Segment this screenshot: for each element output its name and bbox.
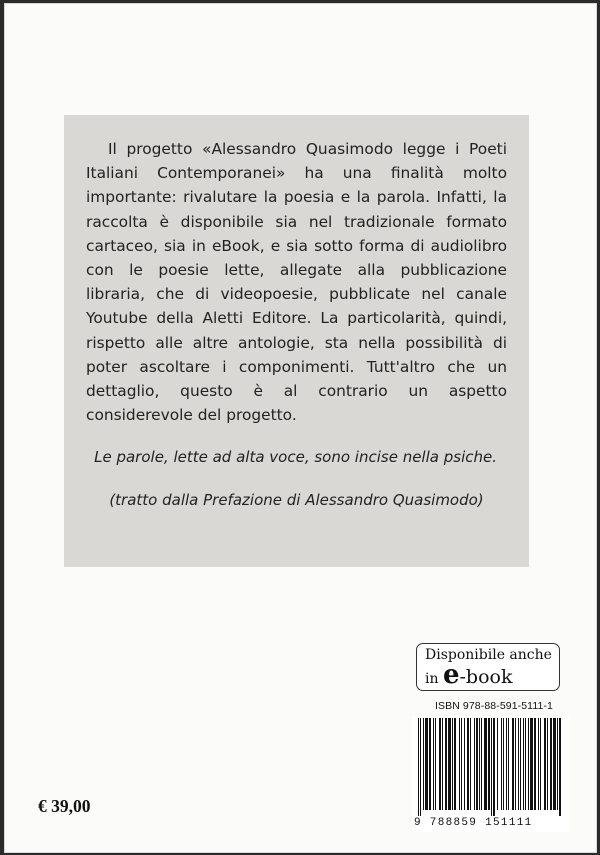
barcode-bar [423, 718, 424, 810]
barcode-bar [488, 718, 490, 810]
barcode-bar [506, 718, 507, 810]
blurb-quote: Le parole, lette ad alta voce, sono incise nella psiche. [94, 448, 497, 467]
barcode-bar [474, 718, 475, 810]
barcode-bar [553, 718, 556, 810]
barcode-bar [481, 718, 482, 810]
barcode-bar [448, 718, 451, 810]
ebook-badge-suffix: -book [459, 666, 513, 688]
barcode-bar [559, 718, 561, 816]
blurb-panel [64, 115, 529, 567]
barcode [412, 716, 570, 832]
barcode-bar [557, 718, 558, 810]
barcode-bar [452, 718, 453, 810]
ebook-badge-prefix: in [425, 671, 439, 687]
barcode-bar [467, 718, 469, 810]
barcode-bar [420, 718, 421, 816]
barcode-bar [491, 718, 492, 816]
barcode-bars [418, 718, 564, 816]
barcode-bar [464, 718, 465, 810]
barcode-bar [525, 718, 526, 810]
barcode-bar [538, 718, 539, 810]
price-label: € 39,00 [38, 796, 91, 816]
barcode-bar [501, 718, 502, 810]
barcode-bar [418, 718, 419, 816]
barcode-bar [442, 718, 443, 810]
barcode-bar [470, 718, 471, 810]
barcode-bar [425, 718, 428, 810]
barcode-bar [459, 718, 460, 810]
barcode-bar [528, 718, 529, 810]
isbn-label: ISBN 978-88-591-5111-1 [435, 700, 553, 712]
barcode-bar [429, 718, 431, 810]
ebook-badge-line2 [425, 660, 553, 690]
ebook-e-letter: e [442, 660, 460, 690]
blurb-paragraph: Il progetto «Alessandro Quasimodo legge i Poeti Italiani Contemporanei» ha una finalità molto importante: rivalutare la poesia e la parola. Infatti, la raccolta è disponibile sia nel tradizionale formato cartaceo, sia in eBook, e sia sotto forma di audiolibro con le poesie lette, allegate alla pubblicazione libraria, che di videopoesie, pubblicate nel canale Youtube della Aletti Editore. La particolarità, quindi, rispetto alle altre antologie, sta nella possibilità di poter ascoltare i componimenti. Tutt'altro che un dettaglio, questo è al contrario un aspetto considerevole del progetto. [86, 140, 507, 425]
book-back-cover [4, 3, 597, 853]
barcode-bar [534, 718, 536, 810]
barcode-bar [547, 718, 548, 810]
barcode-bar [518, 718, 519, 810]
ebook-badge-line1: Disponibile anche [425, 647, 552, 663]
barcode-bar [512, 718, 514, 810]
barcode-bar [544, 718, 546, 810]
ebook-availability-badge [416, 643, 560, 691]
barcode-bar [493, 718, 495, 816]
barcode-bar [454, 718, 456, 810]
barcode-bar [550, 718, 552, 810]
barcode-bar [530, 718, 533, 810]
barcode-bar [497, 718, 498, 810]
barcode-bar [433, 718, 434, 810]
barcode-bar [540, 718, 541, 810]
barcode-bar [520, 718, 521, 810]
barcode-bar [479, 718, 480, 810]
barcode-bar [484, 718, 487, 810]
barcode-bar [476, 718, 478, 810]
barcode-bar [523, 718, 524, 810]
barcode-digits: 9 788859 151111 [414, 817, 533, 829]
barcode-bar [461, 718, 462, 810]
barcode-bar [515, 718, 516, 810]
blurb-source: (tratto dalla Prefazione di Alessandro Quasimodo) [109, 490, 484, 509]
barcode-bar [508, 718, 509, 810]
barcode-bar [439, 718, 441, 810]
barcode-bar [503, 718, 504, 810]
barcode-bar [445, 718, 447, 810]
barcode-bar [435, 718, 436, 810]
